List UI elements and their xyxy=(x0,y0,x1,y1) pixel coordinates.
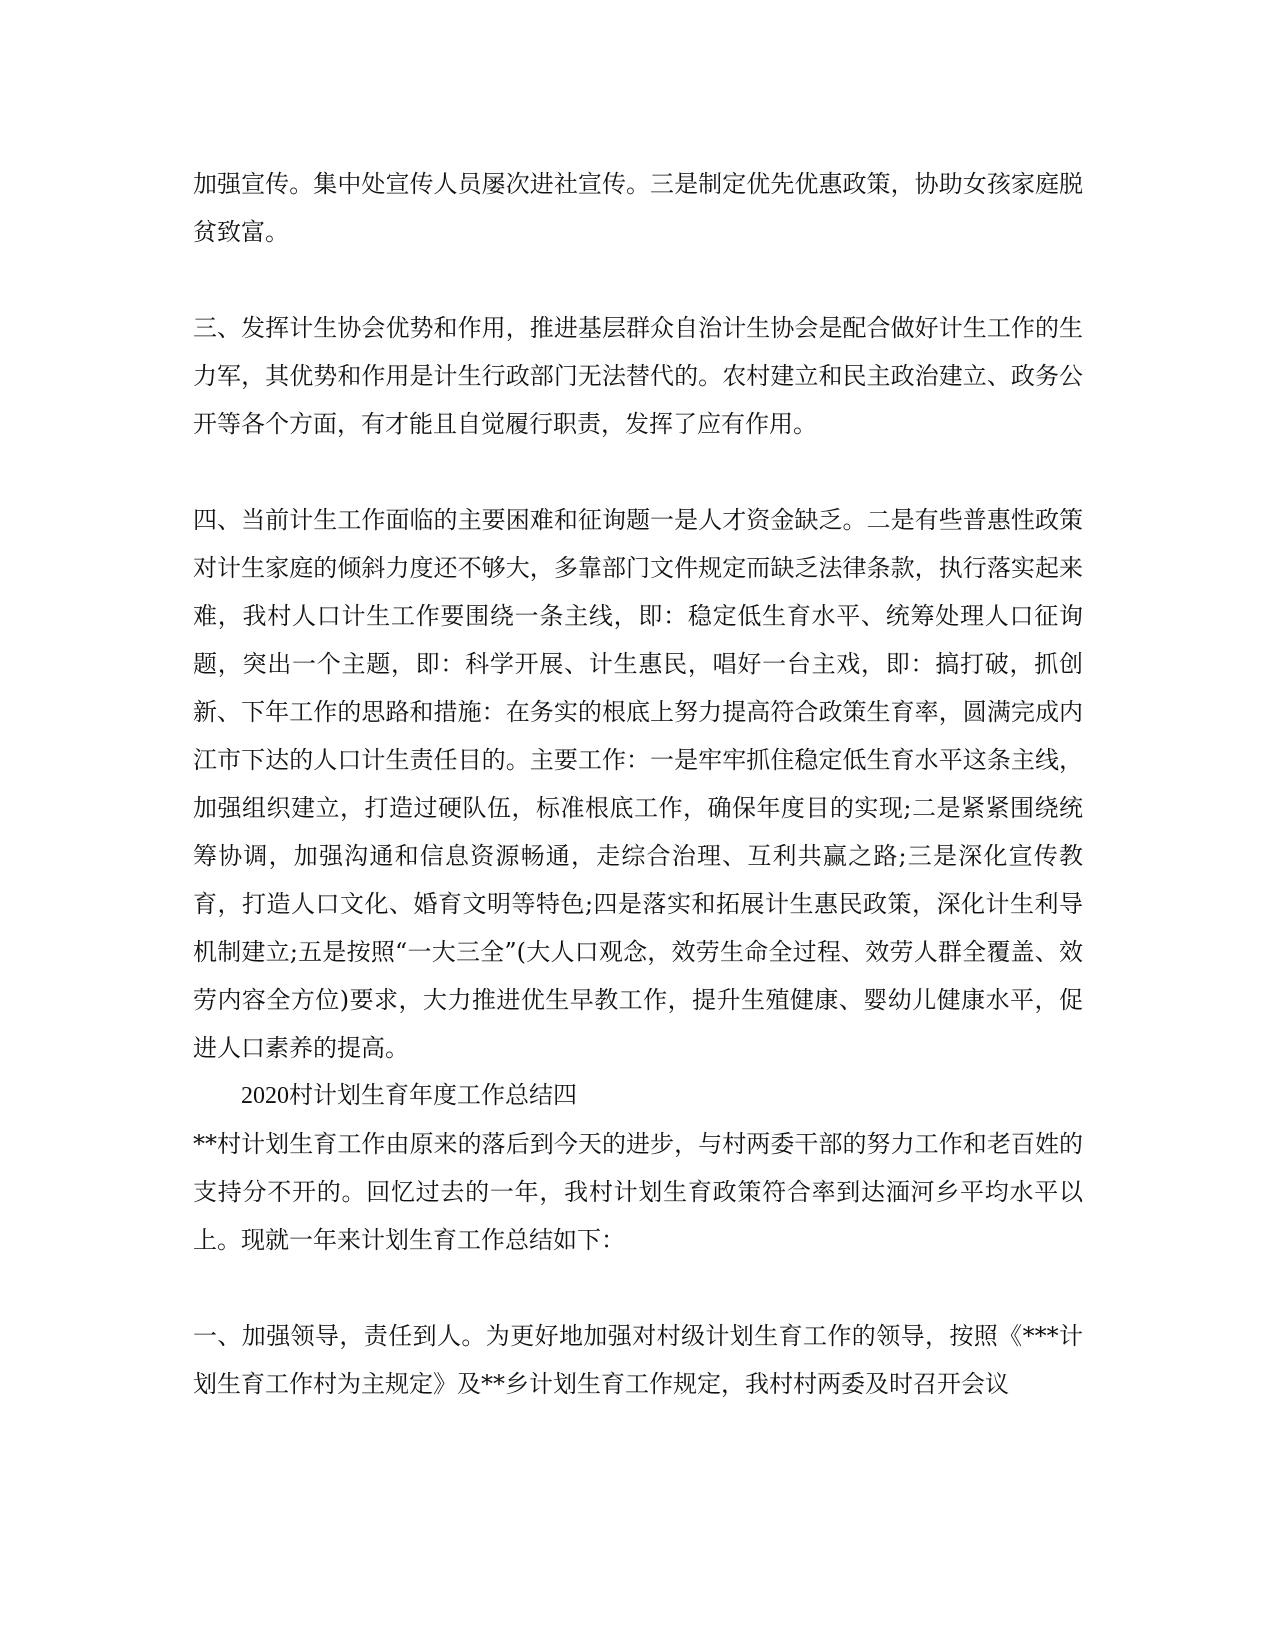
paragraph-publicity: 加强宣传。集中处宣传人员屡次进社宣传。三是制定优先优惠政策，协助女孩家庭脱贫致富。 xyxy=(193,170,1083,246)
paragraph-intro: **村计划生育工作由原来的落后到今天的进步，与村两委干部的努力工作和老百姓的支持分不开的。回忆过去的一年，我村计划生育政策符合率到达湎河乡平均水平以上。现就一年来计划生育工作总结如下： xyxy=(193,1130,1083,1254)
paragraph-difficulties: 四、当前计生工作面临的主要困难和征询题一是人才资金缺乏。二是有些普惠性政策对计生家庭的倾斜力度还不够大，多靠部门文件规定而缺乏法律条款，执行落实起来难，我村人口计生工作要围绕一条主线，即：稳定低生育水平、统筹处理人口征询题，突出一个主题，即：科学开展、计生惠民，唱好一台主戏，即：搞打破，抓创新、下年工作的思路和措施：在务实的根底上努力提高符合政策生育率，圆满完成内江市下达的人口计生责任目的。主要工作：一是牢牢抓住稳定低生育水平这条主线，加强组织建立，打造过硬队伍，标准根底工作，确保年度目的实现;二是紧紧围绕统筹协调，加强沟通和信息资源畅通，走综合治理、互利共赢之路;三是深化宣传教育，打造人口文化、婚育文明等特色;四是落实和拓展计生惠民政策，深化计生利导机制建立;五是按照“一大三全”(大人口观念，效劳生命全过程、效劳人群全覆盖、效劳内容全方位)要求，大力推进优生早教工作，提升生殖健康、婴幼儿健康水平，促进人口素养的提高。 xyxy=(193,506,1083,1062)
section-title: 2020村计划生育年度工作总结四 xyxy=(241,1083,577,1109)
paragraph-association: 三、发挥计生协会优势和作用，推进基层群众自治计生协会是配合做好计生工作的生力军，其优势和作用是计生行政部门无法替代的。农村建立和民主政治建立、政务公开等各个方面，有才能且自觉履行职责，发挥了应有作用。 xyxy=(193,314,1083,438)
paragraph-leadership: 一、加强领导，责任到人。为更好地加强对村级计划生育工作的领导，按照《***计划生育工作村为主规定》及**乡计划生育工作规定，我村村两委及时召开会议 xyxy=(193,1322,1083,1398)
document-body xyxy=(193,160,1083,1408)
